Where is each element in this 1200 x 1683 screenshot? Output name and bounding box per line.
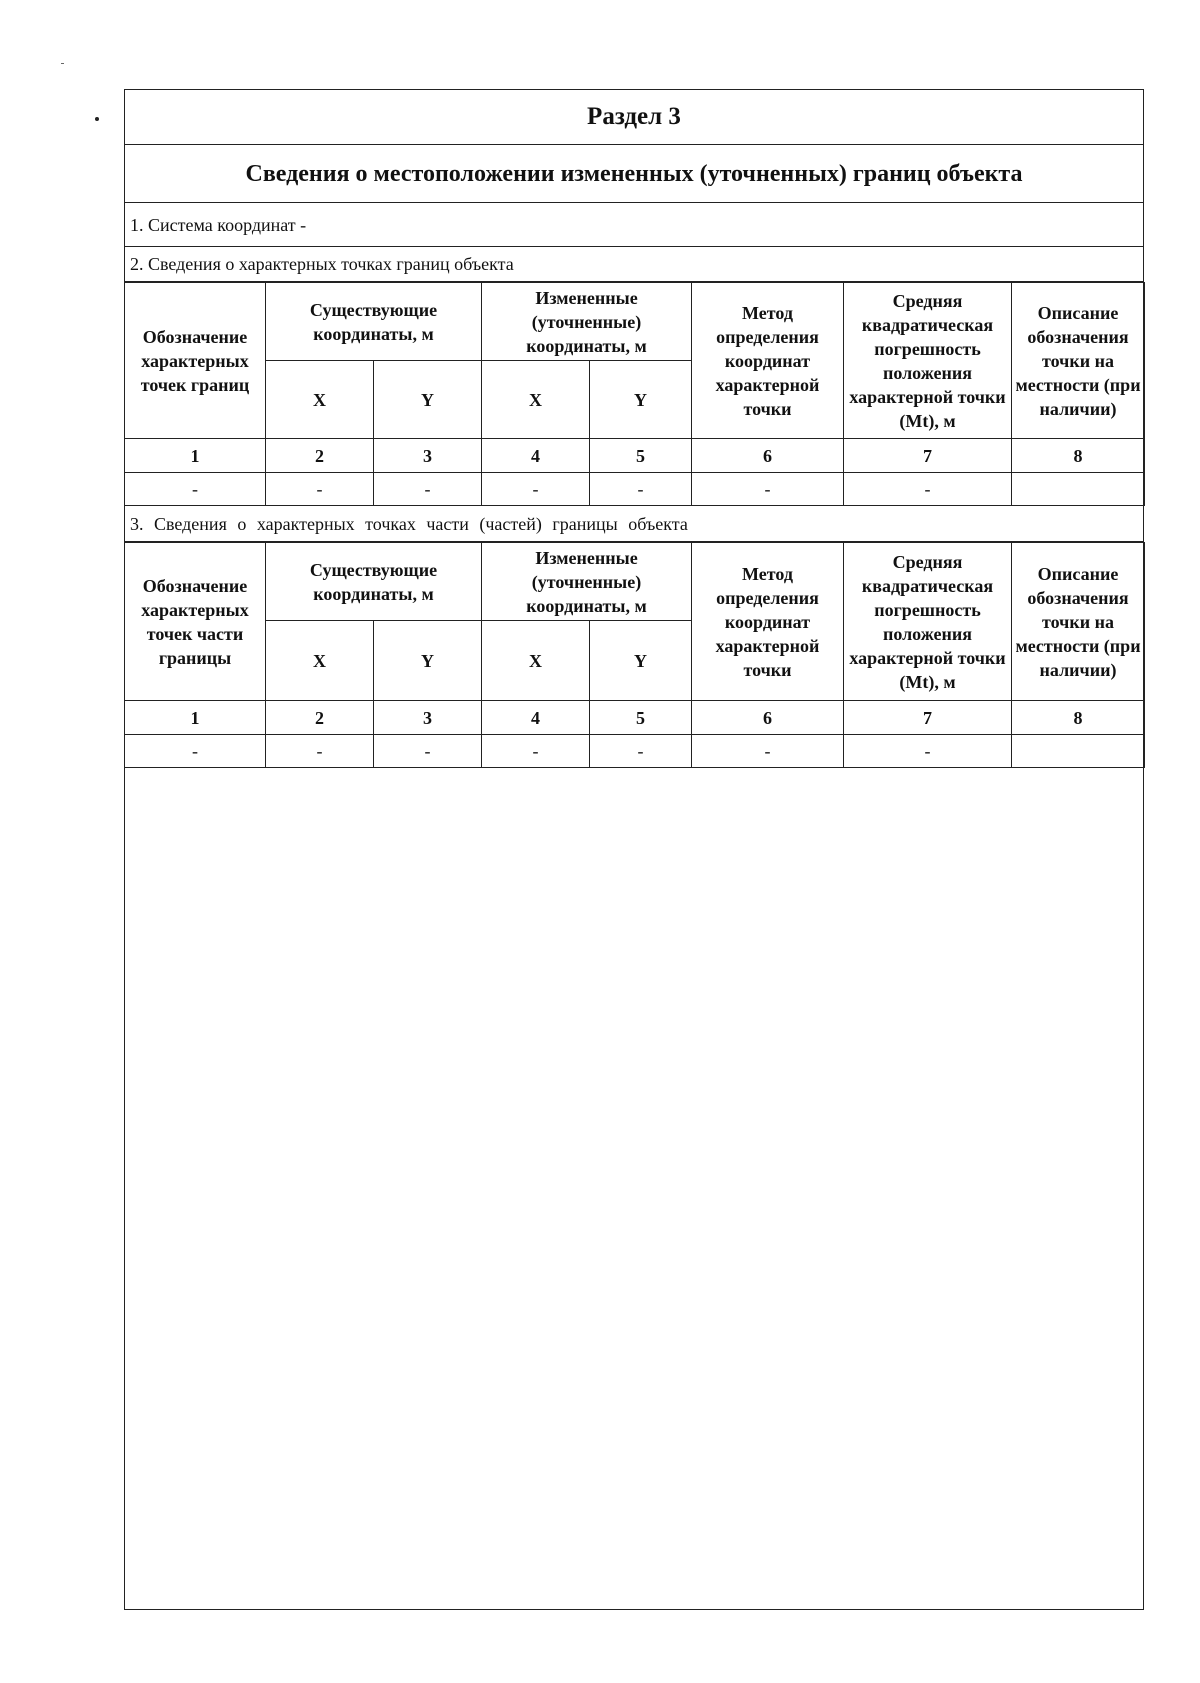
col-existing-x: X — [266, 361, 374, 439]
section3-title: 3. Сведения о характерных точках части (частей) границы объекта — [124, 507, 1144, 542]
col-description: Описание обозначения точки на местности (при наличии) — [1012, 543, 1145, 701]
scan-mark — [61, 63, 64, 64]
number-row — [125, 701, 1145, 735]
number-cell: 6 — [692, 701, 844, 735]
table-cell: - — [844, 735, 1012, 768]
col-designation: Обозначение характерных точек границ — [125, 283, 266, 439]
number-cell: 6 — [692, 439, 844, 473]
table-cell — [1012, 735, 1145, 768]
number-cell: 2 — [266, 701, 374, 735]
number-cell: 3 — [374, 701, 482, 735]
table-cell — [1012, 473, 1145, 506]
main-title: Сведения о местоположении измененных (уточненных) границ объекта — [124, 145, 1144, 203]
scan-dot — [95, 117, 99, 121]
col-changed-y: Y — [590, 621, 692, 701]
number-cell: 2 — [266, 439, 374, 473]
col-method: Метод определения координат характерной точки — [692, 283, 844, 439]
table-cell: - — [125, 735, 266, 768]
number-cell: 8 — [1012, 701, 1145, 735]
col-description: Описание обозначения точки на местности (при наличии) — [1012, 283, 1145, 439]
number-cell: 8 — [1012, 439, 1145, 473]
table-cell: - — [266, 735, 374, 768]
col-changed-y: Y — [590, 361, 692, 439]
table-cell: - — [844, 473, 1012, 506]
section-title: Раздел 3 — [124, 89, 1144, 145]
table-cell: - — [692, 473, 844, 506]
table-cell: - — [374, 735, 482, 768]
col-changed: Измененные (уточненные) координаты, м — [482, 283, 692, 361]
table-cell: - — [482, 735, 590, 768]
table-cell: - — [692, 735, 844, 768]
coordinate-system: 1. Система координат - — [124, 203, 1144, 247]
table-cell: - — [482, 473, 590, 506]
number-cell: 7 — [844, 701, 1012, 735]
table-cell: - — [374, 473, 482, 506]
table-cell: - — [590, 735, 692, 768]
table-cell: - — [125, 473, 266, 506]
number-cell: 5 — [590, 701, 692, 735]
number-cell: 3 — [374, 439, 482, 473]
col-designation: Обозначение характерных точек части границы — [125, 543, 266, 701]
col-existing-y: Y — [374, 621, 482, 701]
col-error: Средняя квадратическая погрешность положения характерной точки (Mt), м — [844, 543, 1012, 701]
section2-title: 2. Сведения о характерных точках границ объекта — [124, 247, 1144, 282]
col-changed-x: X — [482, 361, 590, 439]
number-cell: 4 — [482, 439, 590, 473]
section2-table — [124, 282, 1145, 506]
table-cell: - — [590, 473, 692, 506]
col-existing-y: Y — [374, 361, 482, 439]
table-row — [125, 473, 1145, 506]
table-cell: - — [266, 473, 374, 506]
number-cell: 7 — [844, 439, 1012, 473]
col-existing: Существующие координаты, м — [266, 283, 482, 361]
number-cell: 5 — [590, 439, 692, 473]
number-cell: 1 — [125, 439, 266, 473]
number-cell: 1 — [125, 701, 266, 735]
section3-table — [124, 542, 1145, 768]
col-existing-x: X — [266, 621, 374, 701]
number-row — [125, 439, 1145, 473]
col-changed: Измененные (уточненные) координаты, м — [482, 543, 692, 621]
col-method: Метод определения координат характерной точки — [692, 543, 844, 701]
col-error: Средняя квадратическая погрешность положения характерной точки (Mt), м — [844, 283, 1012, 439]
table-row — [125, 735, 1145, 768]
number-cell: 4 — [482, 701, 590, 735]
col-changed-x: X — [482, 621, 590, 701]
col-existing: Существующие координаты, м — [266, 543, 482, 621]
